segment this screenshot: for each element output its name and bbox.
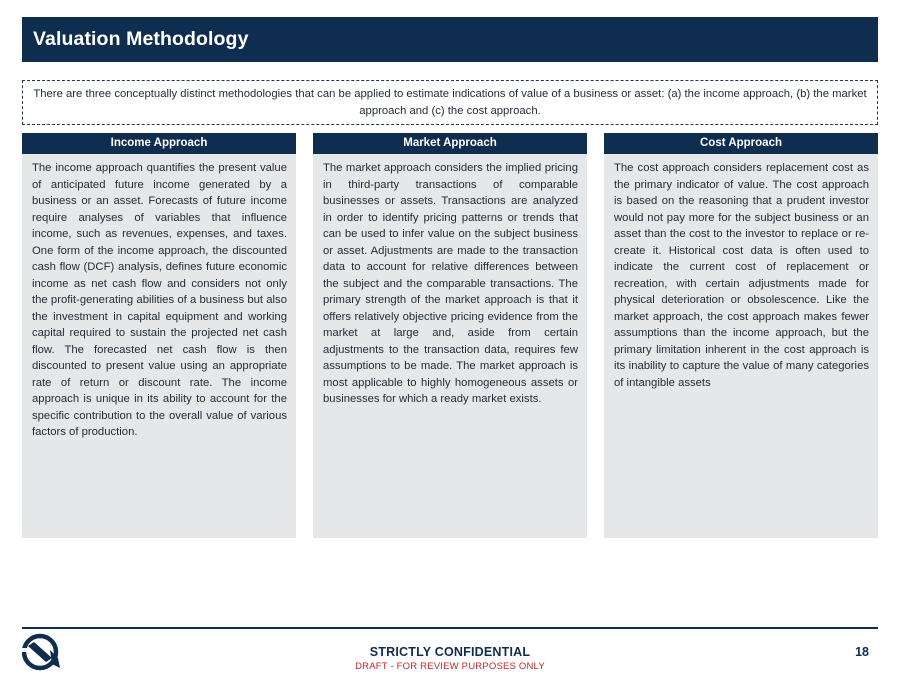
draft-notice: DRAFT - FOR REVIEW PURPOSES ONLY: [355, 661, 545, 672]
confidential-label: STRICTLY CONFIDENTIAL: [369, 645, 531, 659]
cost-approach-text: The cost approach considers replacement cost as the primary indicator of value. The cost approach is based on the reasoning that a prudent investor would not pay more for the subject business or an asset than the cost to the investor to replace or re-create it. Historical cost data is often used to indicate the current cost of replacement or recreation, with certain adjustments made for physical deterioration or obsolescence. Like the market approach, the cost approach makes fewer assumptions than the income approach, but the primary limitation inherent in the cost approach is its inability to capture the value of many categories of intangible assets: [614, 162, 869, 389]
cost-approach-column: [604, 133, 878, 538]
footer-divider: [22, 627, 878, 629]
intro-callout: [22, 80, 878, 125]
page-number: 18: [855, 645, 869, 659]
intro-text: There are three conceptually distinct methodologies that can be applied to estimate indications of value of a business or asset: (a) the income approach, (b) the market approach and (c) the cost approach.: [33, 88, 867, 117]
market-approach-column: [313, 133, 587, 538]
title-bar: [22, 17, 878, 62]
income-approach-header: Income Approach: [22, 133, 296, 154]
market-approach-header: Market Approach: [313, 133, 587, 154]
cost-approach-header: Cost Approach: [604, 133, 878, 154]
income-approach-column: [22, 133, 296, 538]
market-approach-text: The market approach considers the implied pricing in third-party transactions of comparable businesses or assets. Transactions are analyzed in order to identify pricing patterns or trends that can be used to infer value on the subject business or asset. Adjustments are made to the transaction data to account for relative differences between the subject and the comparable transactions. The primary strength of the market approach is that it offers relatively objective pricing evidence from the market at large and, aside from certain adjustments to the transaction data, requires few assumptions to be made. The market approach is most applicable to highly homogeneous assets or businesses for which a ready market exists.: [323, 162, 578, 405]
page-title: Valuation Methodology: [33, 28, 249, 50]
income-approach-text: The income approach quantifies the present value of anticipated future income generated by a business or an asset. Forecasts of future income require analyses of variables that influence income, such as revenues, expenses, and taxes. One form of the income approach, the discounted cash flow (DCF) analysis, defines future economic income as net cash flow and considers not only the profit-generating abilities of a business but also the investment in capital equipment and working capital required to sustain the projected net cash flow. The forecasted net cash flow is then discounted to present value using an appropriate rate of return or discount rate. The income approach is unique in its ability to account for the specific contribution to the overall value of various factors of production.: [32, 162, 287, 438]
